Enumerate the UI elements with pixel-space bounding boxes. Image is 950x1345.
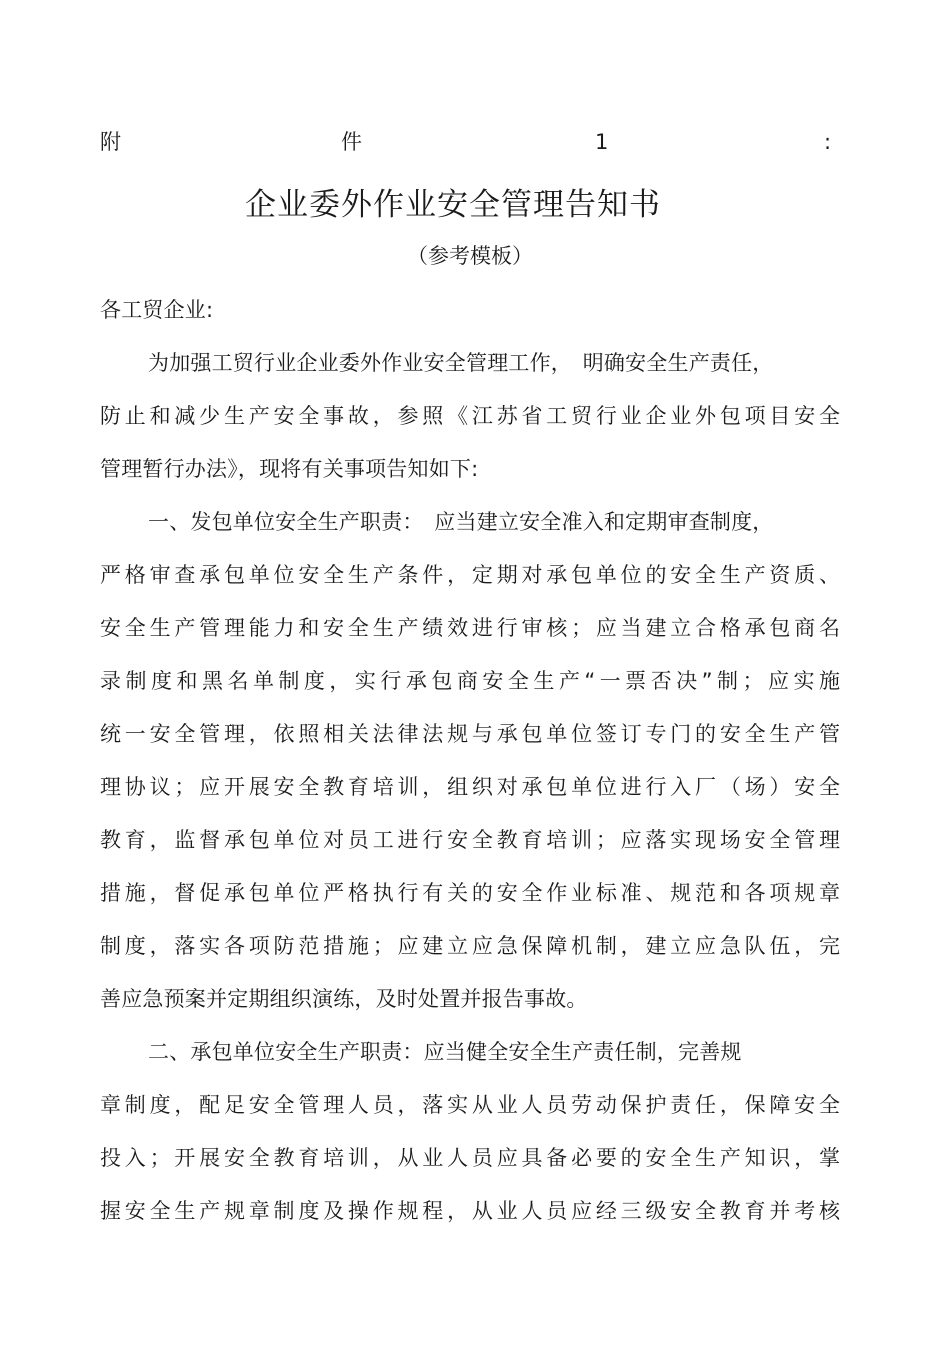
- text-line: 二、承包单位安全生产职责：应当健全安全生产责任制，完善规: [148, 1040, 742, 1064]
- text-line: 录制度和黑名单制度，实行承包商安全生产“一票否决”制；应实施: [100, 669, 840, 693]
- text-line: 善应急预案并定期组织演练，及时处置并报告事故。: [100, 987, 588, 1011]
- text-line: 理协议；应开展安全教育培训，组织对承包单位进行入厂（场）安全: [100, 775, 840, 799]
- text-line: 握安全生产规章制度及操作规程，从业人员应经三级安全教育并考核: [100, 1199, 840, 1223]
- text-line: 统一安全管理，依照相关法律法规与承包单位签订专门的安全生产管: [100, 722, 840, 746]
- text-line: 安全生产管理能力和安全生产绩效进行审核；应当建立合格承包商名: [100, 616, 840, 640]
- annex-label-part: 附: [100, 130, 121, 154]
- text-line: 严格审查承包单位安全生产条件，定期对承包单位的安全生产资质、: [100, 563, 840, 587]
- text-line: 一、发包单位安全生产职责： 应当建立安全准入和定期审查制度，: [148, 510, 774, 534]
- text-line: 制度，落实各项防范措施；应建立应急保障机制，建立应急队伍，完: [100, 934, 840, 958]
- document-subtitle: （参考模板）: [407, 244, 533, 268]
- text-line: 教育，监督承包单位对员工进行安全教育培训；应落实现场安全管理: [100, 828, 840, 852]
- text-line: 措施，督促承包单位严格执行有关的安全作业标准、规范和各项规章: [100, 881, 840, 905]
- text-line: 为加强工贸行业企业委外作业安全管理工作， 明确安全生产责任，: [148, 351, 774, 375]
- document-body: [100, 291, 840, 1245]
- text-line: 防止和减少生产安全事故，参照《江苏省工贸行业企业外包项目安全: [100, 404, 840, 428]
- annex-label-part: 件: [341, 130, 362, 154]
- text-line: 章制度，配足安全管理人员，落实从业人员劳动保护责任，保障安全: [100, 1093, 840, 1117]
- text-line: 投入；开展安全教育培训，从业人员应具备必要的安全生产知识，掌: [100, 1146, 840, 1170]
- text-line: 管理暂行办法》，现将有关事项告知如下:: [100, 457, 479, 481]
- annex-number: 1: [595, 130, 609, 154]
- annex-label: [100, 126, 840, 158]
- document-title: 企业委外作业安全管理告知书: [245, 187, 661, 223]
- salutation: 各工贸企业:: [100, 298, 214, 322]
- annex-colon: :: [824, 130, 832, 154]
